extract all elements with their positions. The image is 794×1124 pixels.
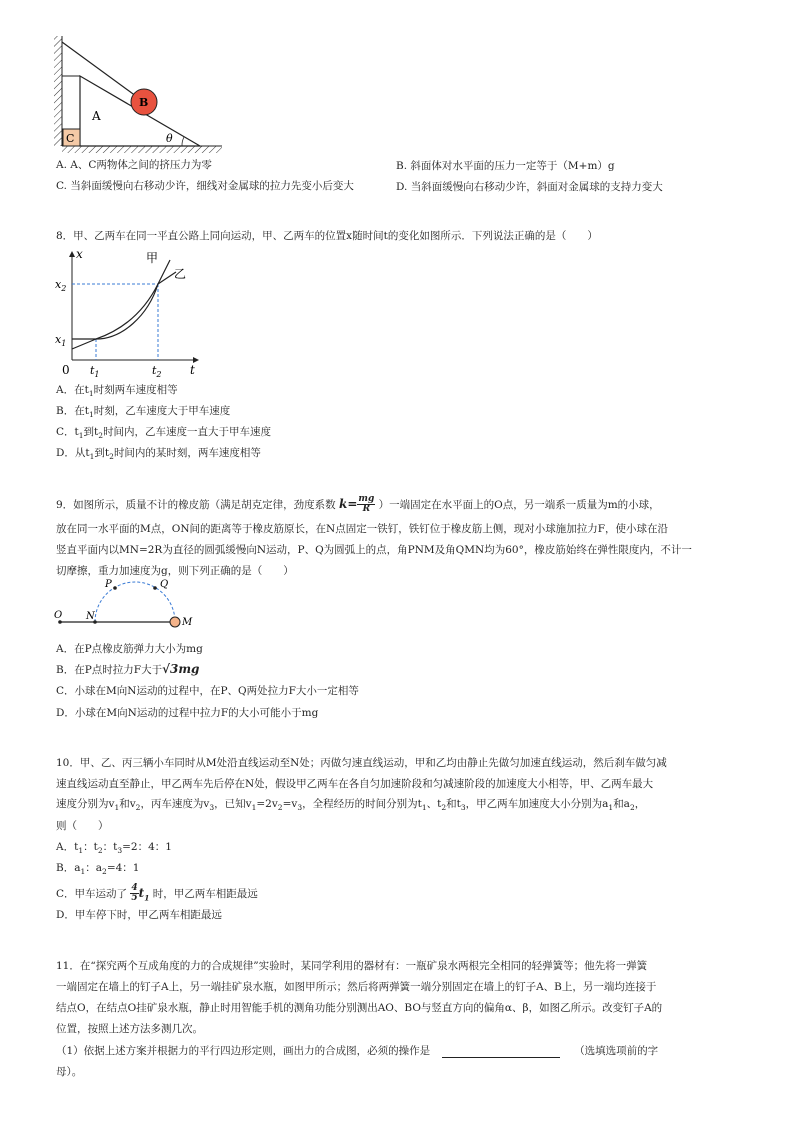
q7-option-D: D. 当斜面缓慢向右移动少许，斜面对金属球的支持力变大 bbox=[396, 181, 663, 193]
q9-line4: 切摩擦，重力加速度为g，则下列正确的是（ ） bbox=[56, 565, 294, 577]
label-P: P bbox=[105, 579, 112, 590]
q7-option-A: A. A、C两物体之间的挤压力为零 bbox=[56, 159, 212, 171]
q11-line6: 母）。 bbox=[56, 1066, 83, 1078]
q9-circle-figure bbox=[52, 578, 202, 638]
label-jia: 甲 bbox=[146, 251, 159, 265]
q8-xt-graph bbox=[52, 246, 202, 378]
label-t2: $t_2$ bbox=[152, 364, 162, 378]
label-M: M bbox=[182, 617, 193, 628]
label-yi: 乙 bbox=[174, 267, 187, 281]
q9-option-C: C．小球在M向N运动的过程中，在P、Q两处拉力F大小一定相等 bbox=[56, 685, 359, 697]
q7-option-C: C. 当斜面缓慢向右移动少许，细线对金属球的拉力先变小后变大 bbox=[56, 180, 354, 192]
q11-line4: 位置，按照上述方法多测几次。 bbox=[56, 1023, 203, 1035]
incline-figure bbox=[52, 34, 232, 156]
label-Q: Q bbox=[160, 579, 169, 590]
ground-hatch bbox=[62, 146, 222, 153]
q9-option-B: B．在P点时拉力F大于√3mg bbox=[56, 662, 200, 676]
q10-option-B: B．$a_1$：$a_2=4$：1 bbox=[56, 862, 140, 877]
q9-line2: 放在同一水平面的M点，ON间的距离等于橡皮筋原长，在N点固定一铁钉，铁钉位于橡皮筋上侧，现对小球施加拉力F，使小球在沿 bbox=[56, 523, 669, 535]
q11-line5: （1）依据上述方案并根据力的平行四边形定则，画出力的合成图，必须的操作是 （选填选项前的字 bbox=[56, 1045, 659, 1057]
label-origin: 0 bbox=[62, 363, 70, 377]
q7-option-B: B. 斜面体对水平面的压力一定等于（M+m）g bbox=[396, 160, 615, 172]
q9-option-A: A．在P点橡皮筋弹力大小为mg bbox=[56, 643, 203, 655]
label-t1: $t_1$ bbox=[90, 364, 100, 378]
ball-M bbox=[170, 617, 180, 627]
label-B: B bbox=[139, 96, 149, 109]
q10-option-C: C．甲车运动了 $\frac{4}{5}$ $t_1$ 时，甲乙两车相距最远 bbox=[56, 883, 258, 903]
q10-option-A: A．$t_1$：$t_2$：$t_3=2$：4：1 bbox=[56, 841, 172, 856]
label-O: O bbox=[54, 610, 63, 621]
curve-yi bbox=[72, 272, 176, 339]
q10-line1: 10．甲、乙、丙三辆小车同时从M处沿直线运动至N处；丙做匀速直线运动，甲和乙均由静止先做匀加速直线运动，然后刹车做匀减 bbox=[56, 757, 667, 769]
k-formula: k= $\frac{mg}{R}$ bbox=[339, 494, 375, 514]
answer-blank[interactable] bbox=[442, 1057, 560, 1058]
point-Q bbox=[153, 586, 157, 590]
q10-line2: 速直线运动直至静止，甲乙两车先后停在N处，假设甲乙两车在各自匀加速阶段和匀减速阶段的加速度大小相等，甲、乙两车最大 bbox=[56, 778, 654, 790]
q9-option-D: D．小球在M向N运动的过程中拉力F的大小可能小于mg bbox=[56, 707, 319, 719]
label-x1: $x_1$ bbox=[55, 333, 67, 348]
point-P bbox=[113, 586, 117, 590]
label-x-axis: x bbox=[76, 247, 83, 261]
q8-option-D: D．从$t_1$到$t_2$时间内的某时刻，两车速度相等 bbox=[56, 447, 261, 462]
fraction-4-5-t1: $\frac{4}{5}$ $t_1$ bbox=[131, 883, 150, 903]
q8-option-A: A．在$t_1$时刻两车速度相等 bbox=[56, 384, 178, 399]
q8-stem: 8．甲、乙两车在同一平直公路上同向运动，甲、乙两车的位置x随时间t的变化如图所示．下列说法正确的是（ ） bbox=[56, 230, 598, 242]
label-C: C bbox=[66, 132, 75, 145]
q9-line1: 9．如图所示，质量不计的橡皮筋（满足胡克定律，劲度系数 k= $\frac{mg}{R}$ ）一端固定在水平面上的O点，另一端系一质量为m的小球， bbox=[56, 494, 660, 514]
label-t-axis: t bbox=[190, 363, 195, 377]
q9-line3: 竖直平面内以MN=2R为直径的圆弧缓慢向N运动，P、Q为圆弧上的点，角PNM及角QMN均为60°，橡皮筋始终在弹性限度内，不计一 bbox=[56, 544, 692, 556]
label-theta: θ bbox=[166, 132, 173, 145]
q11-line2: 一端固定在墙上的钉子A上，另一端挂矿泉水瓶，如图甲所示；然后将两弹簧一端分别固定在墙上的钉子A、B上，另一端均连接于 bbox=[56, 981, 657, 993]
q8-option-B: B．在$t_1$时刻，乙车速度大于甲车速度 bbox=[56, 405, 231, 420]
q10-option-D: D．甲车停下时，甲乙两车相距最远 bbox=[56, 909, 222, 921]
q10-line3: 速度分别为$v_1$和$v_2$，丙车速度为$v_3$，已知$v_1=2v_2=v_3$，全程经历的时间分别为$t_1$、$t_2$和$t_3$，甲乙两车加速度大小分别为$a_1$和$a_2$， bbox=[56, 798, 646, 813]
label-x2: $x_2$ bbox=[55, 278, 67, 293]
q10-line4: 则（ ） bbox=[56, 820, 109, 832]
wall-hatch bbox=[54, 36, 62, 146]
label-A: A bbox=[92, 109, 101, 123]
line-jia bbox=[72, 260, 170, 349]
q11-line3: 结点O，在结点O挂矿泉水瓶，静止时用智能手机的测角功能分别测出AO、BO与竖直方向的偏角α、β，如图乙所示。改变钉子A的 bbox=[56, 1002, 663, 1014]
q11-line1: 11．在“探究两个互成角度的力的合成规律”实验时，某同学利用的器材有：一瓶矿泉水两根完全相同的轻弹簧等；他先将一弹簧 bbox=[56, 960, 648, 972]
label-N: N bbox=[86, 611, 95, 622]
q8-option-C: C．$t_1$到$t_2$时间内，乙车速度一直大于甲车速度 bbox=[56, 426, 272, 441]
